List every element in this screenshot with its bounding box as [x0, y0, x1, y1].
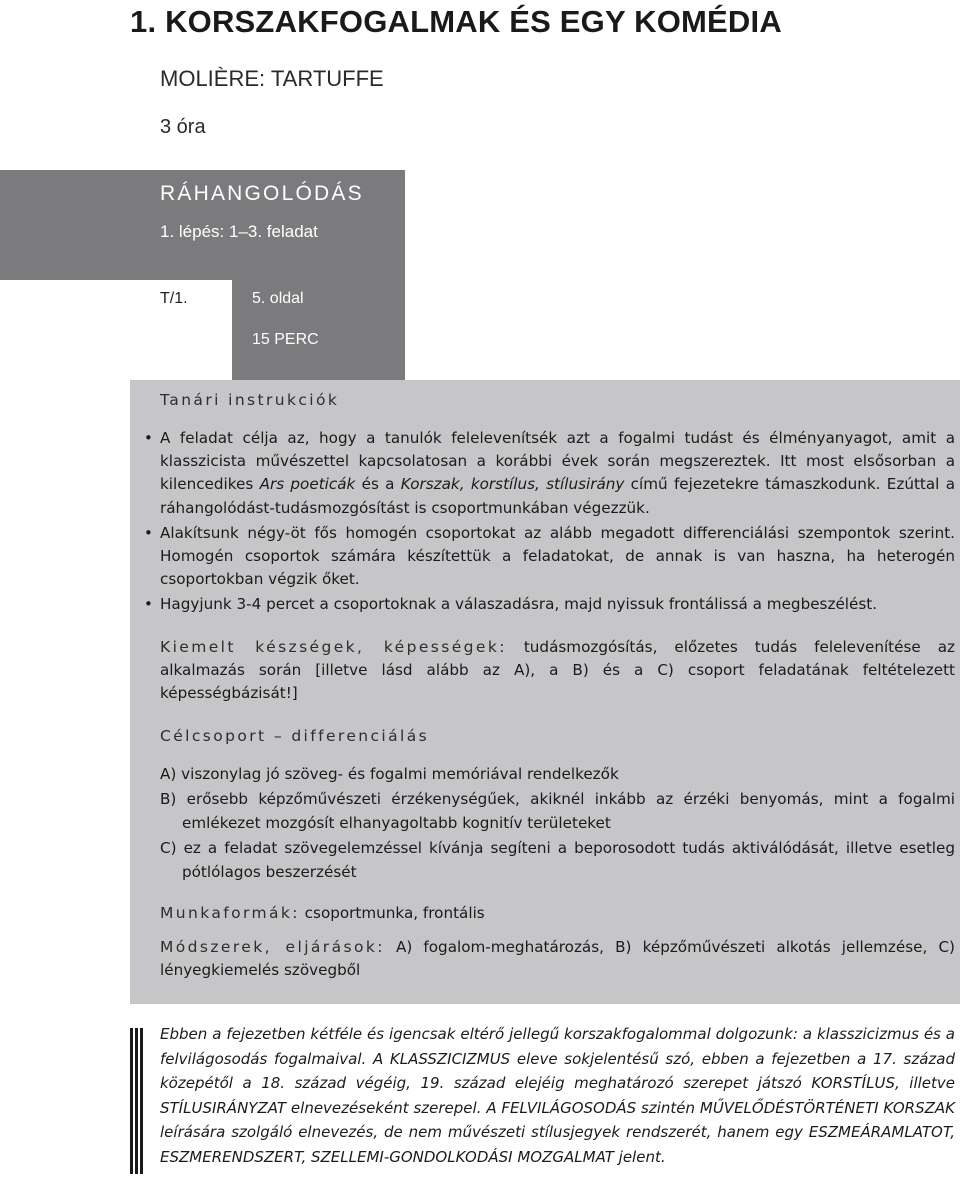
target-group-heading: Célcsoport – differenciálás [160, 727, 430, 745]
target-group-list [160, 763, 955, 886]
bullet-text: Alakítsunk négy-öt fős homogén csoportokat az alább megadott differenciálási szempontok szerint. Homogén csoportok számára készítettük a feladatokat, de annak is van haszna, ha heterogén csoportokban végzik őket. [160, 523, 955, 589]
workforms-label: Munkaformák: [160, 904, 300, 922]
bullet-icon: • [144, 429, 153, 447]
bullet-text: című fejezetekre támaszkodunk. Ezúttal a ráhangolódást-tudásmozgósítást is csoportmunkában végezzük. [160, 475, 956, 517]
bullet-icon: • [144, 595, 153, 614]
chapter-intro: Ebben a fejezetben kétféle és igencsak eltérő jellegű korszakfogalommal dolgozunk: a klasszicizmus és a felvilágosodás fogalmaival. A KLASSZICIZMUS eleve sokjelentésű szó, ebben a fejezetben a 17. század közepétől a 18. század végéig, 19. század elejéig meghatározó szerepet játszó KORSTÍLUS, illetve STÍLUSIRÁNYZAT elnevezéseként szerepel. A FELVILÁGOSODÁS szintén MŰVELŐDÉSTÖRTÉNETI KORSZAK leírására szolgáló elnevezés, de nem művészeti stílusjegyek rendszerét, hanem egy ESZMEÁRAMLATOT, ESZMERENDSZERT, SZELLEMI-GONDOLKODÁSI MOZGALMAT jelent. [160, 1025, 955, 1166]
list-item: C) ez a feladat szövegelemzéssel kívánja segíteni a beporosodott tudás aktiválódását, illetve esetleg pótlólagos beszerzését [160, 839, 955, 881]
work-title: Ars poeticák [259, 475, 356, 494]
bullet-text: és a [355, 475, 401, 494]
workforms-paragraph [160, 902, 955, 925]
skills-text: tudásmozgósítás, előzetes tudás felelevenítése az alkalmazás során [illetve lásd alább az A), a B) és a C) csoport feladatának feltételezett képességbázisát!] [160, 638, 955, 703]
page-reference: 5. oldal [252, 290, 304, 307]
list-item: A) viszonylag jó szöveg- és fogalmi memóriával rendelkezők [160, 765, 619, 783]
section-title: RÁHANGOLÓDÁS [160, 182, 364, 205]
methods-label: Módszerek, eljárások: [160, 938, 385, 956]
duration: 3 óra [160, 116, 206, 138]
instruction-panel [130, 380, 960, 1004]
bullet-text: Hagyjunk 3-4 percet a csoportoknak a válaszadásra, majd nyissuk frontálissá a megbeszélést. [160, 595, 878, 614]
time-label: 15 PERC [252, 331, 319, 348]
bullet-text: A feladat célja az, hogy a tanulók felelevenítsék azt a fogalmi tudást és élményanyagot, amit a klasszicista művészettel kapcsolatosan a korábbi évek során megszereztek. Itt most elsősorban a kilencedikes [160, 429, 955, 494]
instruction-list [144, 427, 956, 617]
methods-paragraph [160, 936, 955, 982]
step-label: 1. lépés: 1–3. feladat [160, 222, 318, 241]
subtitle: MOLIÈRE: TARTUFFE [160, 66, 384, 91]
list-item [144, 522, 955, 592]
skills-label: Kiemelt készségek, képességek: [160, 638, 507, 656]
intro-marker-icon [130, 1028, 144, 1174]
methods-text: A) fogalom-meghatározás, B) képzőművészeti alkotás jellemzése, C) lényegkiemelés szövegből [160, 938, 955, 980]
work-title: Korszak, korstílus, stílusirány [400, 475, 625, 494]
bullet-icon: • [144, 523, 153, 542]
list-item [144, 427, 956, 520]
chapter-title: 1. KORSZAKFOGALMAK ÉS EGY KOMÉDIA [130, 4, 782, 39]
instructions-heading: Tanári instrukciók [160, 391, 340, 409]
list-item: B) erősebb képzőművészeti érzékenységűek, akiknél inkább az érzéki benyomás, mint a fogalmi emlékezet mozgósít elhanyagoltabb kognitív területeket [160, 790, 955, 832]
workforms-text: csoportmunka, frontális [299, 904, 485, 922]
list-item [144, 593, 955, 616]
reference-code: T/1. [160, 290, 188, 307]
skills-paragraph [160, 636, 955, 706]
